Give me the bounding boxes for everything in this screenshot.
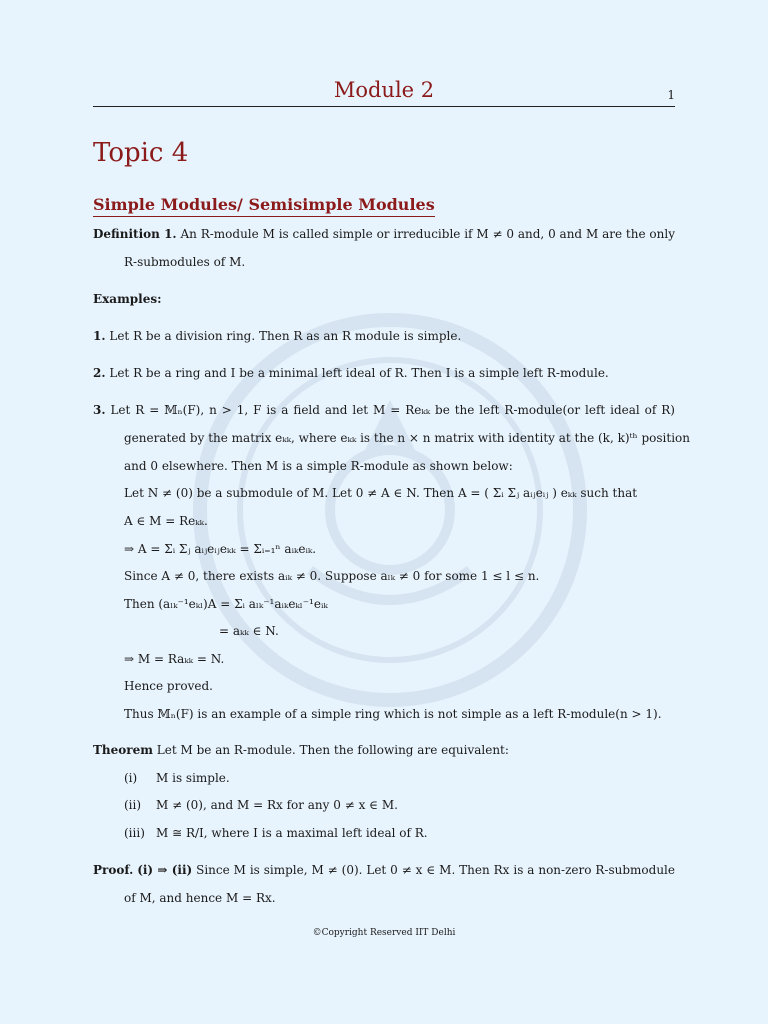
definition-text-1: An R-module M is called simple or irreducible if M ≠ 0 and, 0 and M are the only xyxy=(180,227,675,241)
page-number: 1 xyxy=(667,88,675,102)
proof-step: (i) ⇒ (ii) xyxy=(137,863,193,877)
example-3-line: generated by the matrix eₖₖ, where eₖₖ is the n × n matrix with identity at the (k, k)ᵗʰ position xyxy=(124,431,691,445)
theorem-item-number: (iii) xyxy=(124,826,145,840)
theorem-text: Let M be an R-module. Then the following are equivalent: xyxy=(156,743,509,757)
theorem-item-text: M ≅ R/I, where I is a maximal left ideal of R. xyxy=(156,826,428,840)
example-number: 2. xyxy=(93,366,106,380)
example-text: Let R = 𝕄ₙ(F), n > 1, F is a field and let M = Reₖₖ be the left R-module(or left ideal of R) xyxy=(110,403,675,417)
example-3-line: Since A ≠ 0, there exists aᵢₖ ≠ 0. Suppose aₗₖ ≠ 0 for some 1 ≤ l ≤ n. xyxy=(124,569,540,583)
definition-text-2: R-submodules of M. xyxy=(124,255,246,269)
example-3 xyxy=(93,402,675,418)
example-3-line: Hence proved. xyxy=(124,679,213,693)
theorem-item xyxy=(124,797,398,813)
proof-line-1 xyxy=(93,862,675,878)
section-title: Simple Modules/ Semisimple Modules xyxy=(93,195,435,217)
example-number: 1. xyxy=(93,329,106,343)
example-3-line: A ∈ M = Reₖₖ. xyxy=(124,514,208,528)
topic-title: Topic 4 xyxy=(93,138,189,168)
example-text: Let R be a ring and I be a minimal left ideal of R. Then I is a simple left R-module. xyxy=(109,366,609,380)
examples-heading: Examples: xyxy=(93,292,162,306)
definition-label: Definition 1. xyxy=(93,227,177,241)
theorem xyxy=(93,742,509,758)
theorem-item xyxy=(124,770,230,786)
example-3-line: and 0 elsewhere. Then M is a simple R-module as shown below: xyxy=(124,459,513,473)
example-3-line: ⇒ A = Σᵢ Σⱼ aᵢⱼeᵢⱼeₖₖ = Σᵢ₌₁ⁿ aᵢₖeᵢₖ. xyxy=(124,542,317,556)
theorem-label: Theorem xyxy=(93,743,153,757)
theorem-item xyxy=(124,825,428,841)
example-1 xyxy=(93,328,461,344)
proof-text-2: of M, and hence M = Rx. xyxy=(124,891,276,905)
theorem-item-number: (ii) xyxy=(124,798,142,812)
proof-text-1: Since M is simple, M ≠ (0). Let 0 ≠ x ∈ M. Then Rx is a non-zero R-submodule xyxy=(196,863,675,877)
example-2 xyxy=(93,365,609,381)
theorem-item-text: M ≠ (0), and M = Rx for any 0 ≠ x ∈ M. xyxy=(156,798,398,812)
definition-line-1 xyxy=(93,226,675,242)
example-3-line: Let N ≠ (0) be a submodule of M. Let 0 ≠ A ∈ N. Then A = ( Σᵢ Σⱼ aᵢⱼeᵢⱼ ) eₖₖ such that xyxy=(124,486,638,500)
module-title: Module 2 xyxy=(333,78,435,102)
example-3-line: Thus 𝕄ₙ(F) is an example of a simple ring which is not simple as a left R-module(n > 1). xyxy=(124,707,662,721)
proof-label: Proof. xyxy=(93,863,134,877)
example-number: 3. xyxy=(93,403,106,417)
example-text: Let R be a division ring. Then R as an R module is simple. xyxy=(109,329,462,343)
theorem-item-number: (i) xyxy=(124,771,138,785)
example-3-line: ⇒ M = Raₖₖ = N. xyxy=(124,652,225,666)
theorem-item-text: M is simple. xyxy=(156,771,230,785)
example-3-line: Then (aₗₖ⁻¹eₖₗ)A = Σᵢ aₗₖ⁻¹aᵢₖeₖₗ⁻¹eᵢₖ xyxy=(124,597,328,611)
example-3-line: = aₖₖ ∈ N. xyxy=(219,624,279,638)
copyright-footer: ©Copyright Reserved IIT Delhi xyxy=(312,928,456,938)
page-header xyxy=(93,78,675,107)
